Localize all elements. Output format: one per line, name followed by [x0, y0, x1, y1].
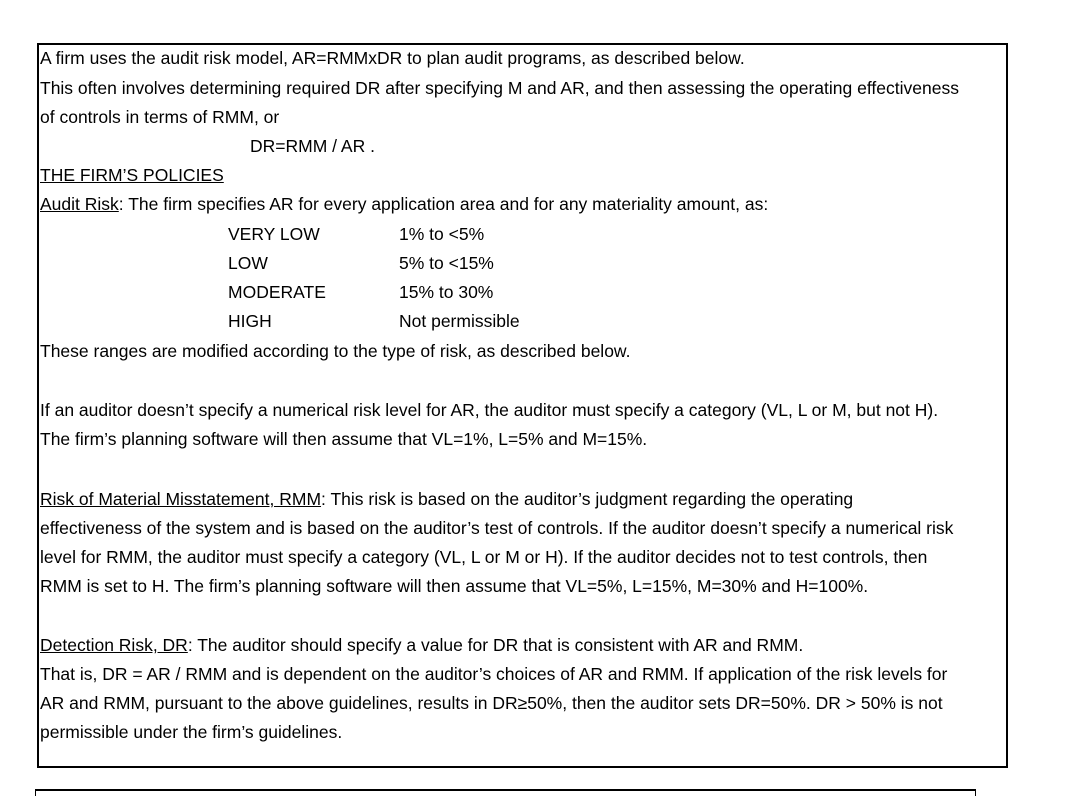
audit-risk-text: : The firm specifies AR for every application area and for any materiality amount, as:	[118, 194, 769, 214]
next-section-box	[35, 789, 976, 796]
intro-line-1: A firm uses the audit risk model, AR=RMMxDR to plan audit programs, as described below.	[40, 48, 745, 68]
dr-formula: DR=RMM / AR .	[250, 136, 375, 156]
ar-category: MODERATE	[228, 282, 326, 302]
intro-line-2: This often involves determining required DR after specifying M and AR, and then assessing the operating effectiveness	[40, 78, 959, 98]
ar-category: HIGH	[228, 311, 272, 331]
rmm-line-4: RMM is set to H. The firm’s planning software will then assume that VL=5%, L=15%, M=30% and H=100%.	[40, 576, 869, 596]
audit-risk-line	[38, 193, 768, 215]
ar-range: 5% to <15%	[399, 253, 494, 273]
ar-range: 1% to <5%	[399, 224, 485, 244]
ar-category: VERY LOW	[228, 224, 320, 244]
dr-line-3: AR and RMM, pursuant to the above guidelines, results in DR≥50%, then the auditor sets DR=50%. DR > 50% is not	[40, 693, 943, 713]
rmm-label: Risk of Material Misstatement, RMM	[40, 489, 322, 509]
rmm-line-1-text: : This risk is based on the auditor’s judgment regarding the operating	[321, 489, 854, 509]
ar-range: 15% to 30%	[399, 282, 494, 302]
ar-category: LOW	[228, 253, 268, 273]
ar-default-line-2: The firm’s planning software will then assume that VL=1%, L=5% and M=15%.	[40, 429, 648, 449]
rmm-line-1	[38, 488, 853, 510]
audit-risk-label: Audit Risk	[40, 194, 119, 214]
rmm-line-3: level for RMM, the auditor must specify a category (VL, L or M or H). If the auditor decides not to test controls, then	[40, 547, 928, 567]
dr-label: Detection Risk, DR	[40, 635, 188, 655]
ar-default-line-1: If an auditor doesn’t specify a numerical risk level for AR, the auditor must specify a category (VL, L or M, but not H).	[40, 400, 939, 420]
policies-heading: THE FIRM’S POLICIES	[40, 165, 224, 185]
dr-line-2: That is, DR = AR / RMM and is dependent on the auditor’s choices of AR and RMM. If application of the risk levels for	[40, 664, 948, 684]
dr-line-1	[38, 634, 803, 656]
dr-line-4: permissible under the firm’s guidelines.	[40, 722, 343, 742]
ranges-note: These ranges are modified according to the type of risk, as described below.	[40, 341, 631, 361]
dr-line-1-text: : The auditor should specify a value for DR that is consistent with AR and RMM.	[187, 635, 804, 655]
intro-line-3: of controls in terms of RMM, or	[40, 107, 280, 127]
rmm-line-2: effectiveness of the system and is based on the auditor’s test of controls. If the auditor doesn’t specify a numerical risk	[40, 518, 954, 538]
ar-range: Not permissible	[399, 311, 520, 331]
